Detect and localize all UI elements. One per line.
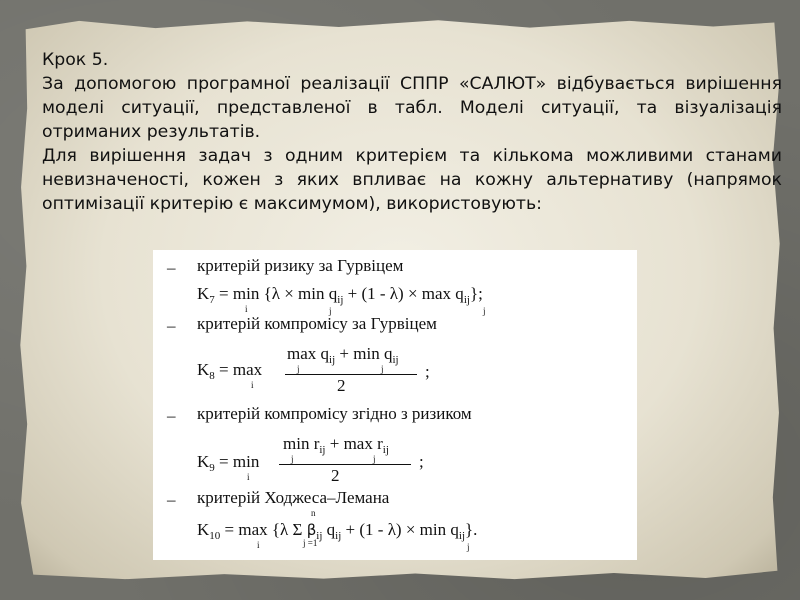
index-i: i xyxy=(247,472,250,482)
subscript-ij: ij xyxy=(319,444,326,456)
formula-image xyxy=(153,250,637,560)
k8-max: = max xyxy=(219,360,263,379)
subscript-ij: ij xyxy=(335,530,342,542)
index-i: i xyxy=(245,304,248,314)
index-j: j xyxy=(373,454,376,464)
formula-k7 xyxy=(197,284,483,304)
criterion-hurwicz-risk: критерій ризику за Гурвіцем xyxy=(197,256,404,275)
bullet-dash: – xyxy=(167,258,176,277)
subscript-ij: ij xyxy=(329,354,336,366)
index-j: j xyxy=(483,306,486,316)
bullet-dash: – xyxy=(167,490,176,509)
criterion-hurwicz-compromise: критерій компромісу за Гурвіцем xyxy=(197,314,437,333)
k9-fraction-bar xyxy=(279,464,411,465)
criterion-hodges-lehmann: критерій Ходжеса–Лемана xyxy=(197,488,390,507)
index-i: i xyxy=(257,540,260,550)
k10-end: }. xyxy=(465,520,478,539)
k9-num-part2: + max r xyxy=(329,434,383,453)
k7-symbol: K xyxy=(197,284,210,303)
index-j: j xyxy=(381,364,384,374)
k10-subscript: 10 xyxy=(209,530,221,542)
k10-q: q xyxy=(326,520,336,539)
k9-symbol: K xyxy=(197,452,210,471)
text-block xyxy=(42,48,782,216)
index-j: j xyxy=(297,364,300,374)
k7-expression: = min {λ × min q xyxy=(219,284,338,303)
formula-k8 xyxy=(197,360,262,380)
k8-subscript: 8 xyxy=(209,370,215,382)
index-j: j xyxy=(329,306,332,316)
paragraph-1: За допомогою програмної реалізації СППР «САЛЮТ» відбувається вирішення моделі ситуації, представленої в табл. Моделі ситуації, та візуалізація отриманих результатів. xyxy=(42,74,782,142)
k8-numerator xyxy=(287,344,399,364)
subscript-ij: ij xyxy=(463,294,470,306)
k9-denominator: 2 xyxy=(331,466,340,485)
index-i: i xyxy=(251,380,254,390)
k9-subscript: 9 xyxy=(209,462,215,474)
k8-denominator: 2 xyxy=(337,376,346,395)
subscript-ij: ij xyxy=(392,354,399,366)
index-j: j xyxy=(467,542,470,552)
k9-numerator xyxy=(283,434,389,454)
subscript-ij: ij xyxy=(316,530,323,542)
sum-lower-limit: j =1 xyxy=(303,538,318,548)
k8-fraction-bar xyxy=(285,374,417,375)
k8-num-part1: max q xyxy=(287,344,330,363)
k7-subscript: 7 xyxy=(209,294,215,306)
bullet-dash: – xyxy=(167,316,176,335)
k9-num-part1: min r xyxy=(283,434,320,453)
formula-k10 xyxy=(197,520,477,540)
k10-symbol: K xyxy=(197,520,210,539)
sum-upper-limit: n xyxy=(311,508,316,518)
k7-end: }; xyxy=(469,284,483,303)
k7-expression-2: + (1 - λ) × max q xyxy=(347,284,464,303)
sum-symbol: Σ xyxy=(292,520,303,539)
formula-k9 xyxy=(197,452,259,472)
k10-expression-2: + (1 - λ) × min q xyxy=(345,520,459,539)
step-title: Крок 5. xyxy=(42,50,109,70)
k10-expression: = max {λ xyxy=(224,520,289,539)
k8-symbol: K xyxy=(197,360,210,379)
k9-semicolon: ; xyxy=(419,452,424,471)
k9-min: = min xyxy=(219,452,260,471)
paragraph-2: Для вирішення задач з одним критерієм та кількома можливими станами невизначеності, кожен з яких впливає на кожну альтернативу (напрямок оптимізації критерію є максимумом), використовують: xyxy=(42,146,782,214)
subscript-ij: ij xyxy=(458,530,466,542)
beta-symbol: β xyxy=(306,521,317,539)
k8-num-part2: + min q xyxy=(339,344,393,363)
index-j: j xyxy=(291,454,294,464)
subscript-ij: ij xyxy=(337,294,344,306)
criterion-risk-compromise: критерій компромісу згідно з ризиком xyxy=(197,404,472,423)
bullet-dash: – xyxy=(167,406,176,425)
subscript-ij: ij xyxy=(382,444,389,456)
k8-semicolon: ; xyxy=(425,362,430,381)
